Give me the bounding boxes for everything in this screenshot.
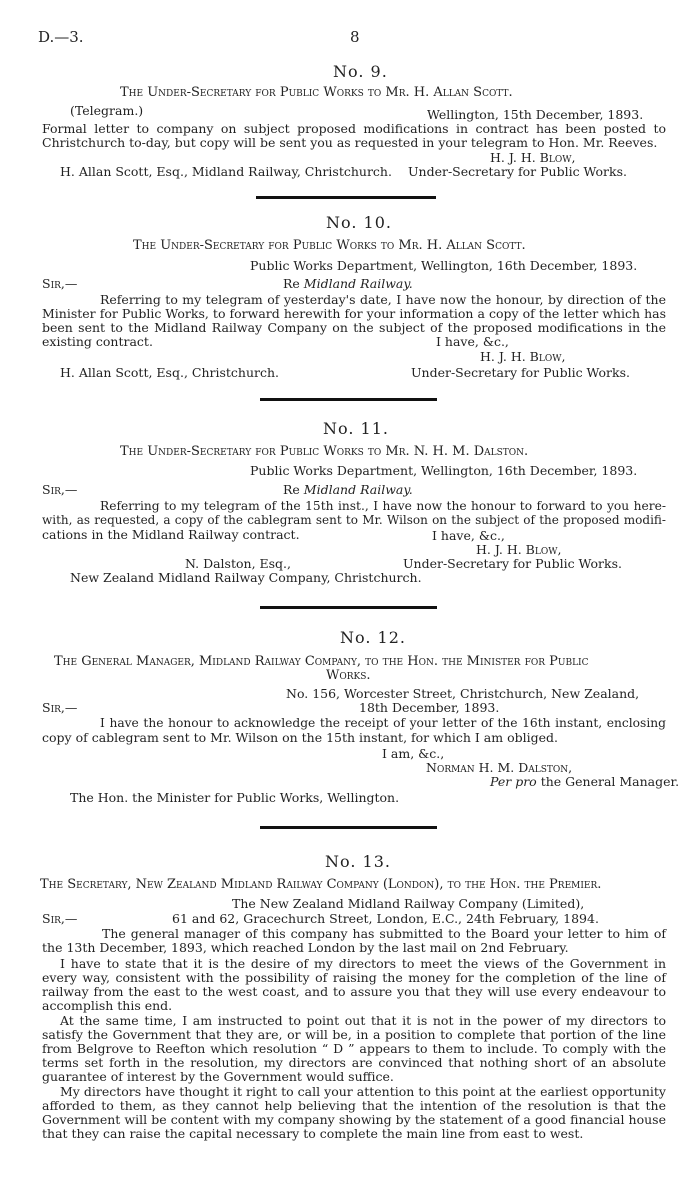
letter-13-body-line-5: railway from the east to the west coast, and to assure you that they will use every endeavour to — [42, 984, 666, 999]
section-divider — [260, 826, 437, 829]
letter-10-signature: H. J. H. Blow, — [480, 349, 566, 364]
letter-12-closing: I am, &c., — [382, 746, 445, 761]
letter-11-dateline: Public Works Department, Wellington, 16th December, 1893. — [250, 463, 638, 478]
letter-12-heading-2: Works. — [326, 668, 371, 683]
letter-12-body-line-2: copy of cablegram sent to Mr. Wilson on the 15th instant, for which I am obliged. — [42, 730, 558, 745]
letter-13-body-line-10: terms set forth in the resolution, my directors are convinced that nothing short of an absolute — [42, 1055, 666, 1070]
letter-13-body-line-9: from Belgrove to Reefton which resolution “ D ” appears to them to include. To comply with the — [42, 1041, 666, 1056]
letter-11-re-subject: Midland Railway. — [303, 482, 413, 497]
letter-13-number: No. 13. — [325, 852, 391, 871]
letter-10-closing: I have, &c., — [436, 334, 509, 349]
letter-10-dateline: Public Works Department, Wellington, 16th December, 1893. — [250, 258, 638, 273]
letter-11-heading: The Under-Secretary for Public Works to Mr. N. H. M. Dalston. — [120, 444, 529, 459]
letter-11-closing: I have, &c., — [432, 528, 505, 543]
letter-13-body-line-7: At the same time, I am instructed to point out that it is not in the power of my directors to — [60, 1013, 666, 1028]
letter-9-telegram: (Telegram.) — [70, 103, 144, 118]
letter-13-salutation: Sir,— — [42, 911, 78, 926]
letter-13-dateline-2: 61 and 62, Gracechurch Street, London, E.C., 24th February, 1894. — [172, 911, 599, 926]
letter-9-number: No. 9. — [333, 62, 388, 81]
section-divider — [260, 398, 437, 401]
letter-10-body-line-1: Referring to my telegram of yesterday's date, I have now the honour, by direction of the — [100, 292, 666, 307]
letter-10-body-line-4: existing contract. — [42, 334, 153, 349]
letter-13-body-line-2: the 13th December, 1893, which reached London by the last mail on 2nd February. — [42, 940, 569, 955]
letter-10-body-line-3: been sent to the Midland Railway Company on the subject of the proposed modifications in the — [42, 320, 666, 335]
letter-9-body-line-2: Christchurch to-day, but copy will be sent you as requested in your telegram to Hon. Mr. Reeves. — [42, 135, 658, 150]
letter-11-title: Under-Secretary for Public Works. — [403, 556, 623, 571]
letter-11-re-prefix: Re — [283, 482, 300, 497]
letter-13-dateline-1: The New Zealand Midland Railway Company (Limited), — [232, 896, 585, 911]
letter-11-body-line-2: with, as requested, a copy of the cablegram sent to Mr. Wilson on the subject of the proposed modifi- — [42, 513, 666, 527]
letter-9-addressee: H. Allan Scott, Esq., Midland Railway, Christchurch. — [60, 164, 392, 179]
letter-12-heading-1: The General Manager, Midland Railway Company, to the Hon. the Minister for Public — [54, 654, 589, 669]
letter-12-per-pro-label: Per pro — [490, 774, 537, 789]
letter-11-addressee-2: New Zealand Midland Railway Company, Christchurch. — [70, 570, 422, 585]
letter-13-body-line-6: accomplish this end. — [42, 998, 173, 1013]
letter-11-signature: H. J. H. Blow, — [476, 542, 562, 557]
letter-12-salutation: Sir,— — [42, 700, 78, 715]
letter-13-heading: The Secretary, New Zealand Midland Railway Company (London), to the Hon. the Premier. — [40, 877, 602, 892]
letter-12-body-line-1: I have the honour to acknowledge the receipt of your letter of the 16th instant, enclosing — [100, 716, 666, 730]
section-divider — [256, 196, 436, 199]
letter-11-salutation: Sir,— — [42, 482, 78, 497]
page-number: 8 — [350, 28, 360, 46]
letter-10-re-prefix: Re — [283, 276, 300, 291]
letter-10-addressee: H. Allan Scott, Esq., Christchurch. — [60, 365, 280, 380]
letter-11-addressee-1: N. Dalston, Esq., — [185, 556, 292, 571]
letter-9-title: Under-Secretary for Public Works. — [408, 164, 628, 179]
letter-12-per-pro-rest: the General Manager. — [540, 774, 680, 789]
letter-10-re-subject: Midland Railway. — [303, 276, 413, 291]
letter-10-title: Under-Secretary for Public Works. — [411, 365, 631, 380]
letter-10-body-line-2: Minister for Public Works, to forward herewith for your information a copy of the letter which has — [42, 306, 666, 321]
letter-13-body-line-3: I have to state that it is the desire of my directors to meet the views of the Government in — [60, 956, 666, 971]
letter-11-re — [283, 482, 413, 497]
letter-13-body-line-14: Government will be content with my company showing by the statement of a good financial house — [42, 1112, 666, 1127]
letter-13-body-line-11: guarantee of interest by the Government would suffice. — [42, 1069, 394, 1084]
letter-10-heading: The Under-Secretary for Public Works to Mr. H. Allan Scott. — [133, 238, 526, 253]
letter-12-number: No. 12. — [340, 628, 406, 647]
letter-9-signature: H. J. H. Blow, — [490, 150, 576, 165]
letter-10-salutation: Sir,— — [42, 276, 78, 291]
letter-13-body-line-1: The general manager of this company has submitted to the Board your letter to him of — [102, 926, 666, 941]
letter-13-body-line-12: My directors have thought it right to call your attention to this point at the earliest opportunity — [60, 1084, 666, 1099]
letter-13-body-line-8: satisfy the Government that they are, or will be, in a position to complete that portion of the line — [42, 1027, 666, 1042]
letter-13-body-line-13: afforded to them, as they cannot help believing that the intention of the resolution is that the — [42, 1098, 666, 1113]
page-reference: D.—3. — [38, 28, 84, 46]
letter-12-dateline-1: No. 156, Worcester Street, Christchurch, New Zealand, — [286, 686, 640, 701]
letter-10-number: No. 10. — [326, 213, 392, 232]
letter-10-re — [283, 276, 413, 291]
letter-12-addressee: The Hon. the Minister for Public Works, Wellington. — [70, 790, 400, 805]
letter-9-dateline: Wellington, 15th December, 1893. — [427, 107, 644, 122]
letter-13-body-line-4: every way, consistent with the possibility of raising the money for the completion of the line of — [42, 970, 666, 985]
letter-11-body-line-3: cations in the Midland Railway contract. — [42, 527, 300, 542]
letter-9-body-line-1: Formal letter to company on subject proposed modifications in contract has been posted to — [42, 121, 666, 136]
section-divider — [260, 606, 437, 609]
letter-13-body-line-15: that they can raise the capital necessary to complete the main line from east to west. — [42, 1126, 584, 1141]
letter-9-heading: The Under-Secretary for Public Works to Mr. H. Allan Scott. — [120, 85, 513, 100]
letter-12-signature: Norman H. M. Dalston, — [426, 760, 573, 775]
letter-11-number: No. 11. — [323, 419, 389, 438]
letter-11-body-line-1: Referring to my telegram of the 15th inst., I have now the honour to forward to you here- — [100, 499, 666, 513]
letter-12-per-pro — [490, 774, 679, 789]
letter-12-dateline-2: 18th December, 1893. — [359, 700, 500, 715]
